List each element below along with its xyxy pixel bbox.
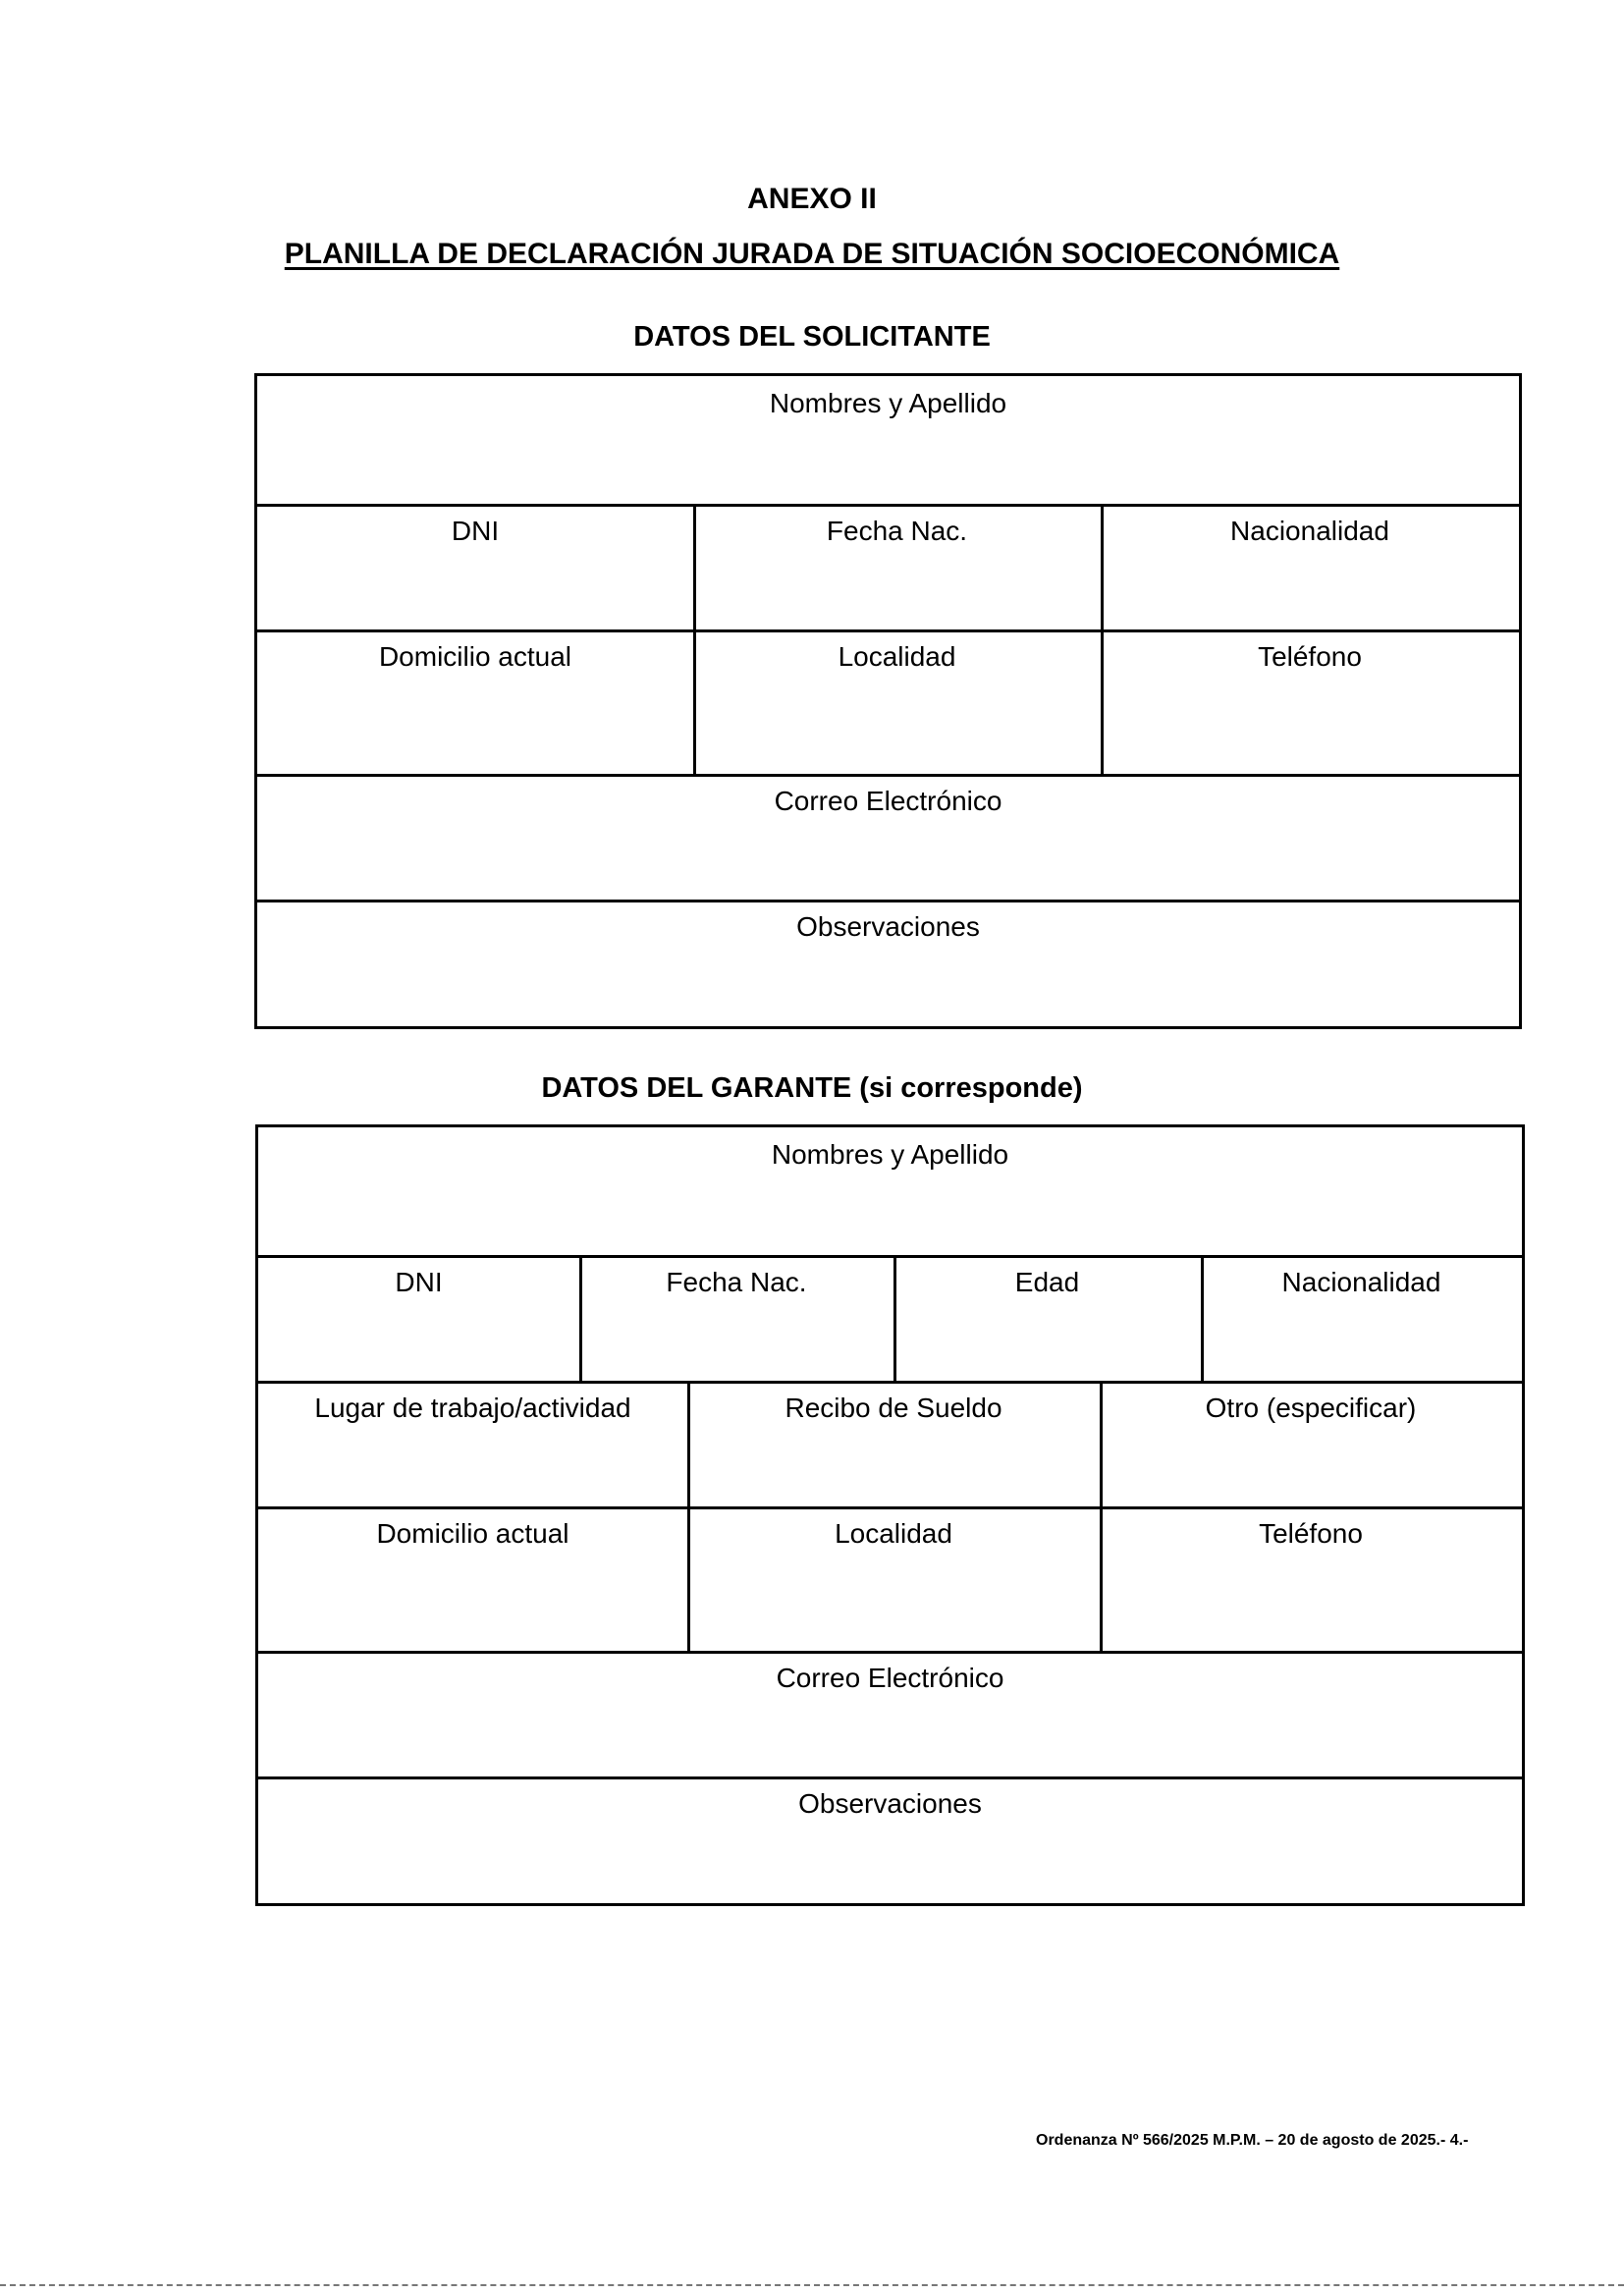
applicant-locality-field[interactable] xyxy=(693,629,1101,774)
footer-reference: Ordenanza Nº 566/2025 M.P.M. – 20 de agosto de 2025.- 4.- xyxy=(1036,2132,1469,2149)
applicant-section-title: DATOS DEL SOLICITANTE xyxy=(633,321,991,353)
guarantor-form xyxy=(255,1124,1525,1906)
applicant-notes-field[interactable] xyxy=(257,900,1519,1026)
guarantor-locality-label: Localidad xyxy=(835,1518,952,1549)
guarantor-birthdate-field[interactable] xyxy=(579,1255,893,1381)
applicant-phone-label: Teléfono xyxy=(1258,641,1362,672)
guarantor-workplace-field[interactable] xyxy=(258,1381,687,1506)
guarantor-other-field[interactable] xyxy=(1100,1381,1522,1506)
guarantor-phone-label: Teléfono xyxy=(1259,1518,1363,1549)
applicant-email-label: Correo Electrónico xyxy=(774,786,1002,816)
applicant-birthdate-field[interactable] xyxy=(693,504,1101,629)
guarantor-locality-field[interactable] xyxy=(687,1506,1100,1651)
guarantor-nationality-field[interactable] xyxy=(1201,1255,1522,1381)
guarantor-birthdate-label: Fecha Nac. xyxy=(666,1267,807,1297)
guarantor-nationality-label: Nacionalidad xyxy=(1281,1267,1441,1297)
guarantor-dni-field[interactable] xyxy=(258,1255,579,1381)
applicant-form xyxy=(254,373,1522,1029)
applicant-name-label: Nombres y Apellido xyxy=(769,388,1007,418)
guarantor-email-field[interactable] xyxy=(258,1651,1522,1776)
applicant-name-field[interactable] xyxy=(257,376,1519,504)
scan-edge-line xyxy=(0,2284,1624,2286)
guarantor-age-label: Edad xyxy=(1014,1267,1080,1297)
applicant-notes-label: Observaciones xyxy=(796,911,980,942)
guarantor-age-field[interactable] xyxy=(893,1255,1201,1381)
applicant-birthdate-label: Fecha Nac. xyxy=(826,516,968,546)
guarantor-email-label: Correo Electrónico xyxy=(776,1663,1004,1693)
page-title: PLANILLA DE DECLARACIÓN JURADA DE SITUACIÓN SOCIOECONÓMICA xyxy=(284,238,1340,270)
guarantor-payslip-label: Recibo de Sueldo xyxy=(785,1393,1002,1423)
guarantor-section-title: DATOS DEL GARANTE (si corresponde) xyxy=(541,1072,1083,1104)
applicant-locality-label: Localidad xyxy=(838,641,956,672)
applicant-address-label: Domicilio actual xyxy=(378,641,572,672)
guarantor-notes-field[interactable] xyxy=(258,1776,1522,1903)
guarantor-dni-label: DNI xyxy=(395,1267,443,1297)
guarantor-workplace-label: Lugar de trabajo/actividad xyxy=(314,1393,631,1423)
guarantor-address-label: Domicilio actual xyxy=(376,1518,569,1549)
guarantor-other-label: Otro (especificar) xyxy=(1205,1393,1417,1423)
applicant-dni-label: DNI xyxy=(451,516,500,546)
guarantor-name-label: Nombres y Apellido xyxy=(771,1139,1009,1170)
annex-heading: ANEXO II xyxy=(747,183,877,215)
guarantor-phone-field[interactable] xyxy=(1100,1506,1522,1651)
applicant-dni-field[interactable] xyxy=(257,504,693,629)
applicant-address-field[interactable] xyxy=(257,629,693,774)
guarantor-address-field[interactable] xyxy=(258,1506,687,1651)
applicant-phone-field[interactable] xyxy=(1101,629,1519,774)
guarantor-payslip-field[interactable] xyxy=(687,1381,1100,1506)
applicant-email-field[interactable] xyxy=(257,774,1519,900)
applicant-nationality-field[interactable] xyxy=(1101,504,1519,629)
guarantor-notes-label: Observaciones xyxy=(798,1788,982,1819)
guarantor-name-field[interactable] xyxy=(258,1127,1522,1255)
applicant-nationality-label: Nacionalidad xyxy=(1230,516,1389,546)
